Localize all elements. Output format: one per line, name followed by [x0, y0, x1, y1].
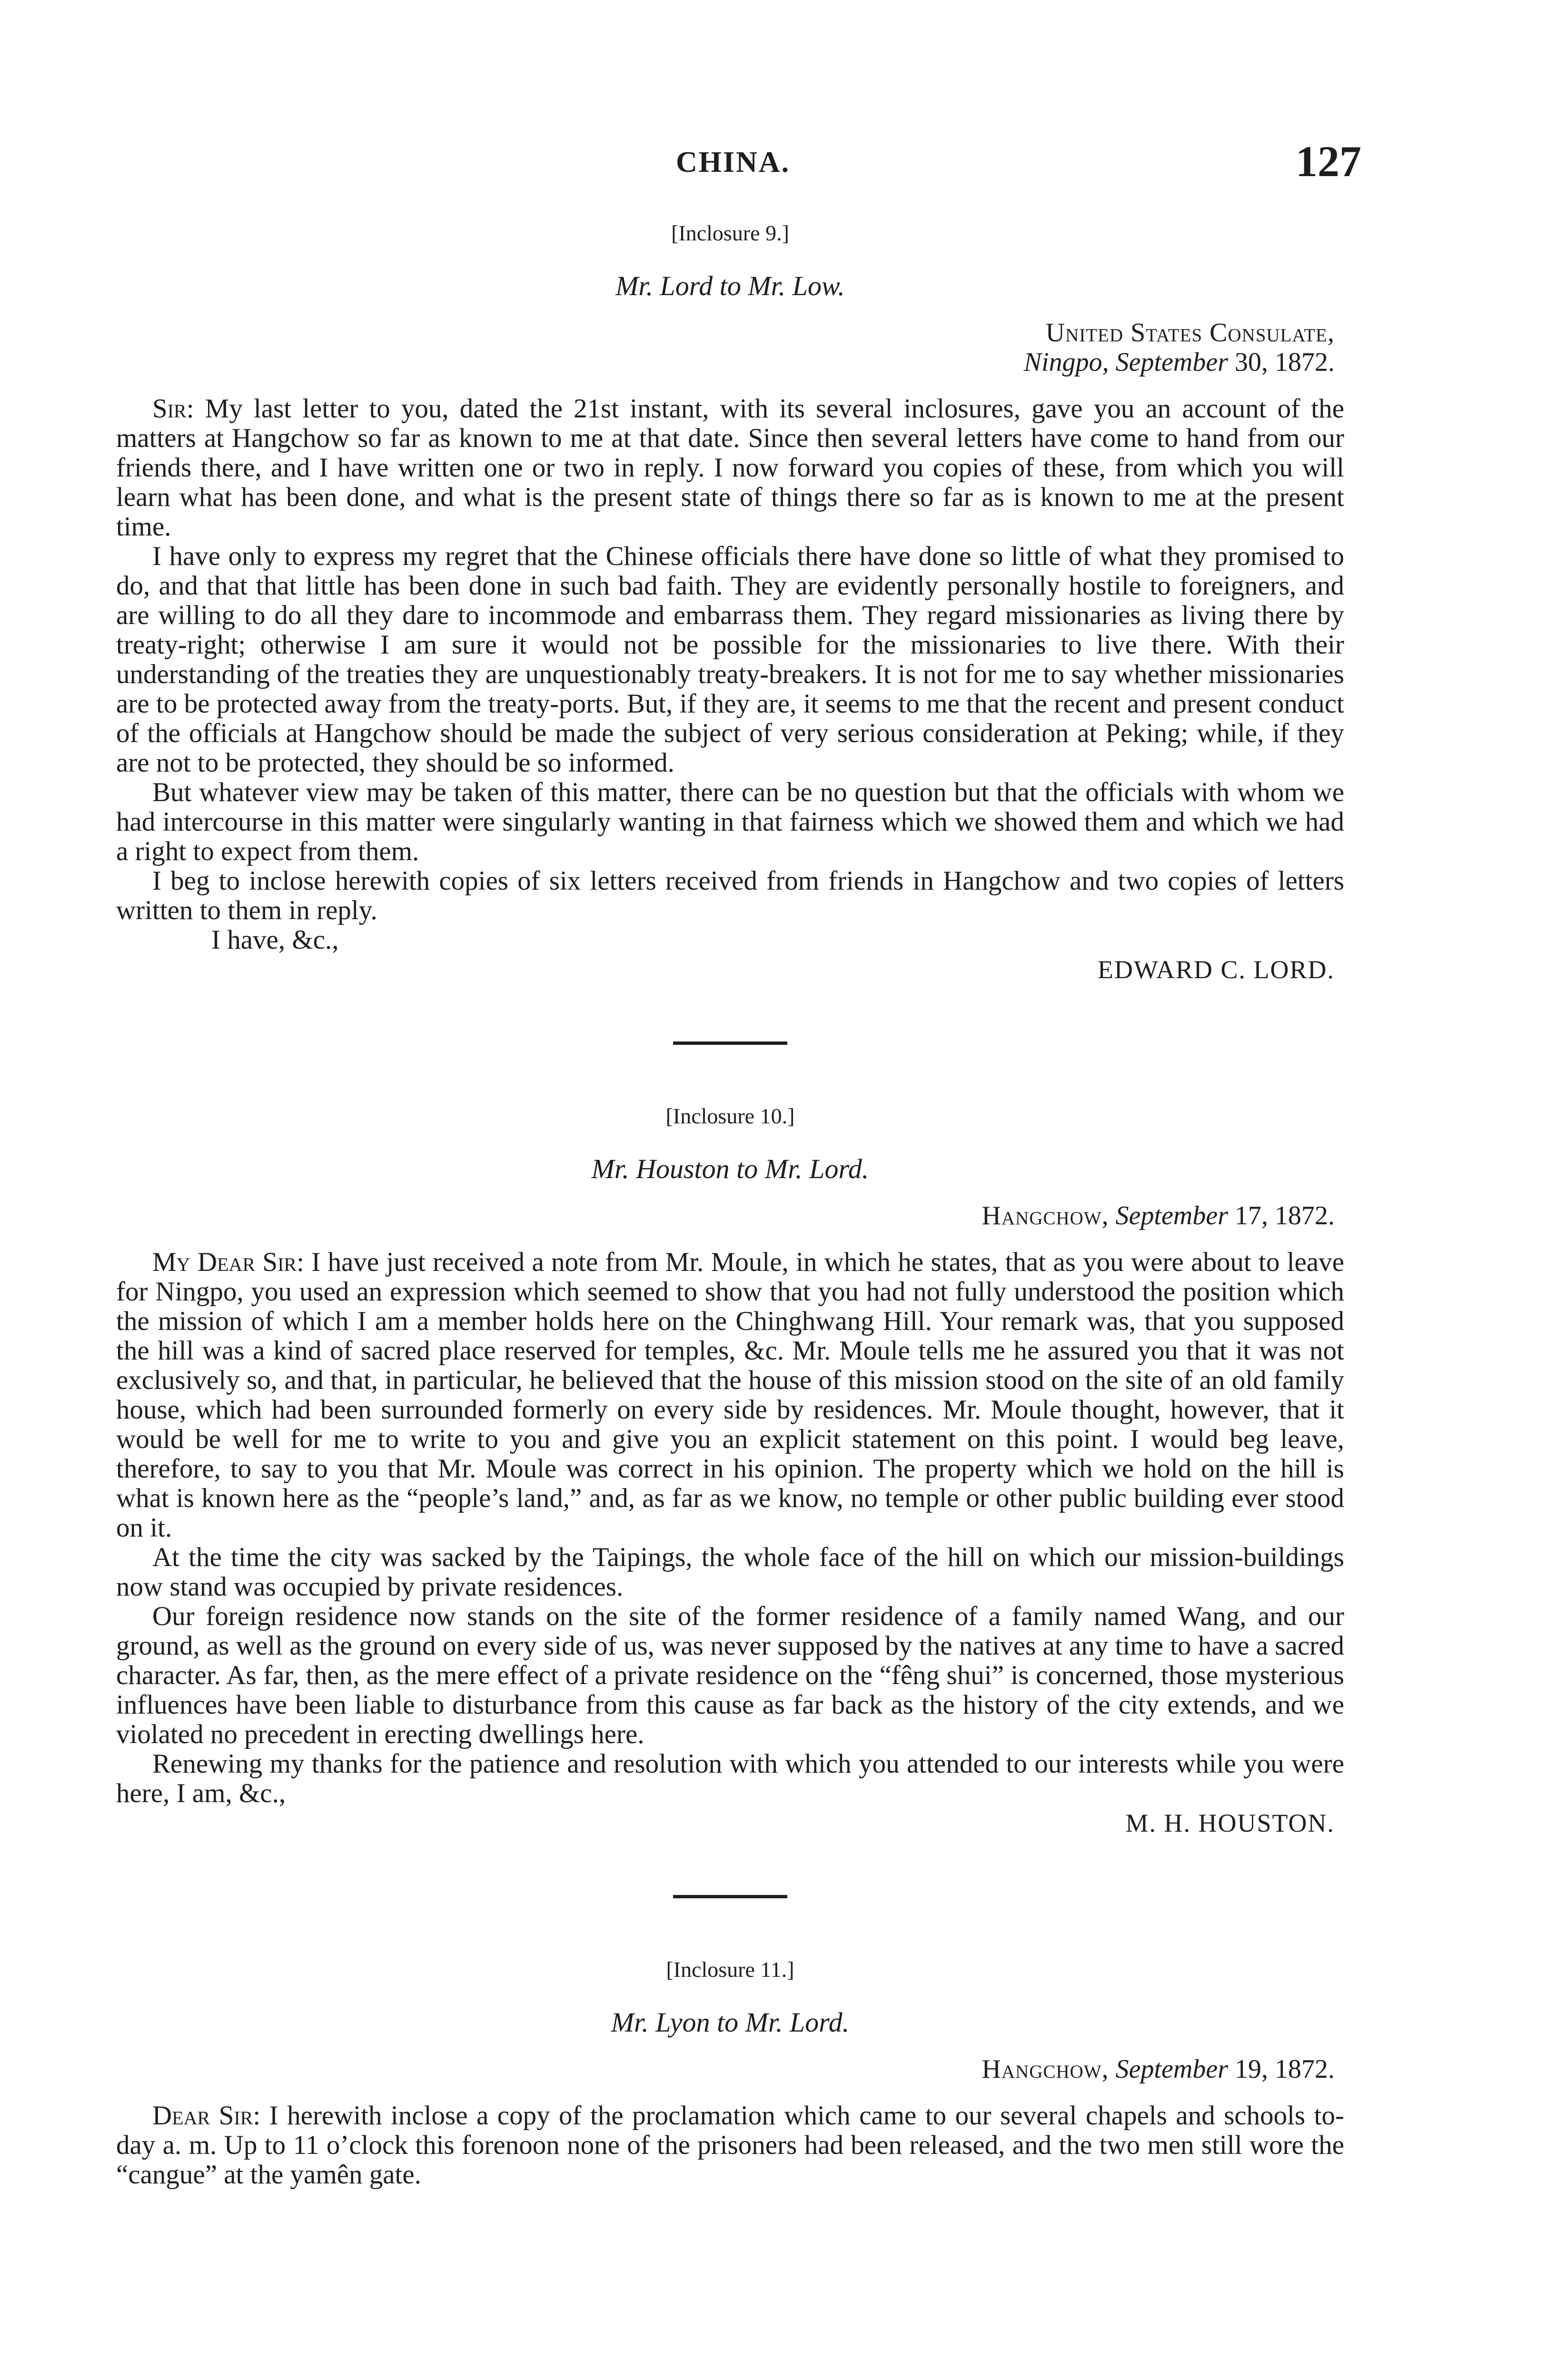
paragraph-text: : I have just received a note from Mr. Moule, in which he states, that as you were about to leave for Ningpo, you used an expression which seemed to show that you had not fully understood the position which the mission of which I am a member holds here on the Chinghwang Hill. Your remark was, that you supposed the hill was a kind of sacred place reserved for temples, &c. Mr. Moule tells me he assured you that it was not exclusively so, and that, in particular, he believed that the house of this mission stood on the site of an old family house, which had been surrounded formerly on every side by residences. Mr. Moule thought, however, that it would be well for me to write to you and give you an explicit statement on this point. I would beg leave, therefore, to say to you that Mr. Moule was correct in his opinion. The property which we hold on the hill is what is known here as the “people’s land,” and, as far as we know, no temple or other public building ever stood on it. — [116, 1247, 1344, 1543]
paragraph: Our foreign residence now stands on the site of the former residence of a family named Wang, and our ground, as well as the ground on every side of us, was never supposed by the natives at any time to have a sacred character. As far, then, as the mere effect of a private residence on the “fêng shui” is concerned, those mysterious influences have been liable to disturbance from this cause as far back as the history of the city extends, and we violated no precedent in erecting dwellings here. — [116, 1601, 1344, 1749]
paragraph — [116, 1248, 1344, 1543]
date-month: September — [1115, 1201, 1228, 1230]
paragraph: Renewing my thanks for the patience and resolution with which you attended to our interests while you were here, I am, &c., — [116, 1749, 1344, 1808]
place-name: Hangchow, — [981, 2054, 1109, 2084]
date-month: September — [1115, 2054, 1228, 2084]
paragraph — [116, 394, 1344, 542]
enclosure-label: [Inclosure 10.] — [665, 1104, 795, 1128]
place-name: United States Consulate, — [1045, 318, 1335, 347]
date-rest: 30, 1872. — [1235, 347, 1335, 377]
paragraph: At the time the city was sacked by the Taipings, the whole face of the hill on which our mission-buildings now stand was occupied by private residences. — [116, 1542, 1344, 1602]
enclosure-label: [Inclosure 11.] — [666, 1957, 794, 1982]
signature: M. H. HOUSTON. — [1125, 1809, 1335, 1837]
letter-heading: Mr. Lord to Mr. Low. — [615, 270, 845, 301]
letter-heading: Mr. Lyon to Mr. Lord. — [611, 2007, 850, 2038]
section-divider — [673, 1041, 787, 1045]
date-rest: 17, 1872. — [1235, 1201, 1335, 1230]
salutation: Sir — [152, 394, 187, 424]
page-header — [114, 136, 1361, 193]
dateline-date — [116, 347, 1344, 377]
section-divider — [673, 1895, 787, 1898]
letter-heading: Mr. Houston to Mr. Lord. — [591, 1153, 869, 1184]
paragraph — [116, 2101, 1344, 2190]
inclosure-10 — [116, 1102, 1344, 1838]
closing-row — [116, 1749, 1344, 1808]
inclosure-11 — [116, 1955, 1344, 2190]
city-name: Ningpo, — [1023, 347, 1109, 377]
paragraph: But whatever view may be taken of this matter, there can be no question but that the officials with whom we had intercourse in this matter were singularly wanting in that fairness which we showed them and which we had a right to expect from them. — [116, 777, 1344, 866]
inclosure-9 — [116, 219, 1344, 984]
date-month: September — [1115, 347, 1228, 377]
paragraph-text: : I herewith inclose a copy of the proclamation which came to our several chapels and schools to-day a. m. Up to 11 o’clock this forenoon none of the prisoners had been released, and the two men still wore the “cangue” at the yamên gate. — [116, 2101, 1344, 2190]
dateline — [116, 1201, 1344, 1230]
paragraph-text: : My last letter to you, dated the 21st instant, with its several inclosures, gave you an account of the matters at Hangchow so far as known to me at that date. Since then several letters have come to hand from our friends there, and I have written one or two in reply. I now forward you copies of these, from which you will learn what has been done, and what is the present state of things there so far as is known to me at the present time. — [116, 394, 1344, 542]
paragraph: I have only to express my regret that the Chinese officials there have done so little of what they promised to do, and that that little has been done in such bad faith. They are evidently personally hostile to foreigners, and are willing to do all they dare to incommode and embarrass them. They regard missionaries as living there by treaty-right; otherwise I am sure it would not be possible for the missionaries to live there. With their understanding of the treaties they are unquestionably treaty-breakers. It is not for me to say whether missionaries are to be protected away from the treaty-ports. But, if they are, it seems to me that the recent and present conduct of the officials at Hangchow should be made the subject of very serious consideration at Peking; while, if they are not to be protected, they should be so informed. — [116, 541, 1344, 778]
dateline — [116, 2054, 1344, 2084]
paragraph: I beg to inclose herewith copies of six letters received from friends in Hangchow and two copies of letters written to them in reply. — [116, 866, 1344, 925]
enclosure-label: [Inclosure 9.] — [671, 221, 789, 245]
place-name: Hangchow, — [981, 1201, 1109, 1230]
date-rest: 19, 1872. — [1235, 2054, 1335, 2084]
page-number: 127 — [1296, 137, 1361, 186]
closing: I have, &c., — [211, 925, 339, 955]
dateline-place — [116, 318, 1344, 347]
page-body — [116, 219, 1344, 2190]
signature: EDWARD C. LORD. — [1098, 955, 1335, 984]
salutation: Dear Sir — [152, 2101, 253, 2131]
running-title: CHINA. — [676, 146, 791, 178]
salutation: My Dear Sir — [152, 1247, 297, 1277]
